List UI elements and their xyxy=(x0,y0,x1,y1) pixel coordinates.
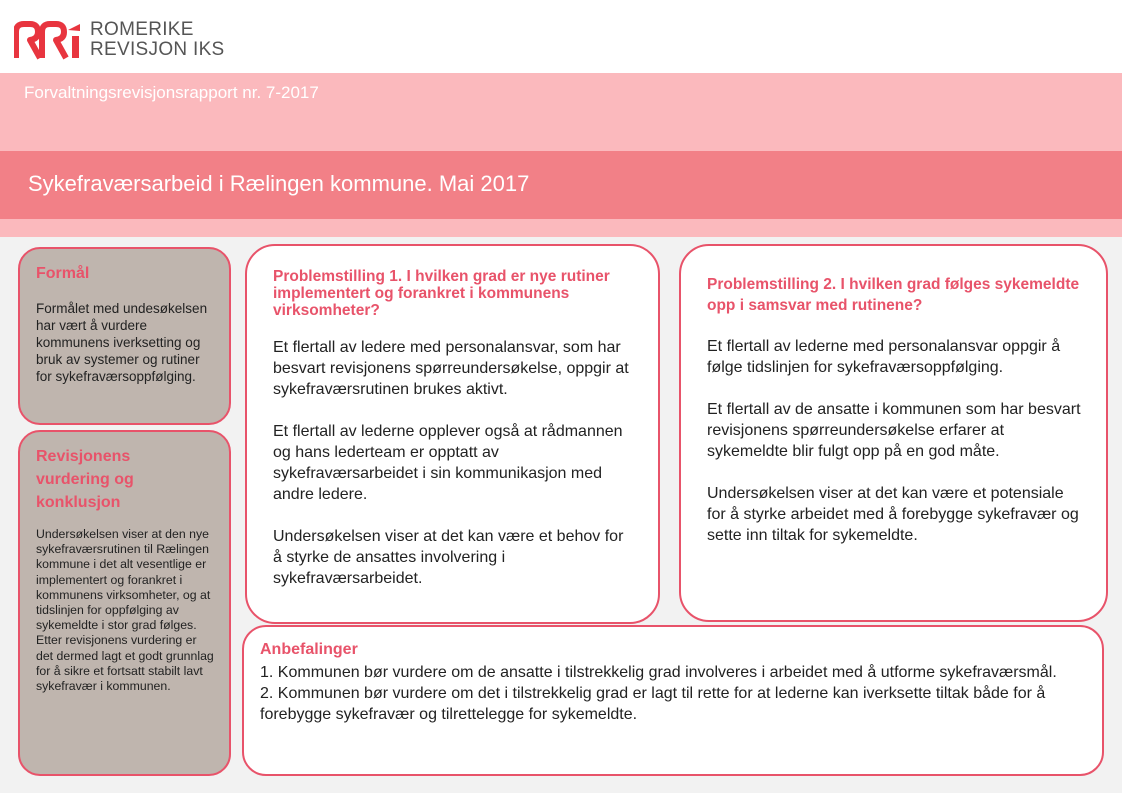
purpose-title: Formål xyxy=(36,265,90,282)
report-number: Forvaltningsrevisjonsrapport nr. 7-2017 xyxy=(24,83,319,102)
problem-2-title: Problemstilling 2. I hvilken grad følges sykemeldte opp i samsvar med rutinene? xyxy=(707,276,1080,314)
title-band-underline xyxy=(0,219,1122,237)
problem-1-paragraph-3: Undersøkelsen viser at det kan være et behov for å styrke de ansattes involvering i sykefraværsarbeidet. xyxy=(273,528,624,587)
recommendation-item-2: 2. Kommunen bør vurdere om det i tilstrekkelig grad er lagt til rette for at lederne kan iverksette tiltak både for å forebygge sykefravær og tilrettelegge for sykemeldte. xyxy=(260,685,1046,723)
problem-1-paragraph-2: Et flertall av lederne opplever også at rådmannen og hans lederteam er opptatt av sykefraværsarbeidet i sin kommunikasjon med andre ledere. xyxy=(273,423,623,503)
problem-2-paragraph-1: Et flertall av lederne med personalansvar oppgir å følge tidslinjen for sykefraværsoppfølging. xyxy=(707,338,1061,376)
conclusion-title: Revisjonens vurdering og konklusjon xyxy=(36,448,134,511)
conclusion-box xyxy=(18,430,231,776)
problem-1-body xyxy=(273,337,636,589)
organization-name xyxy=(90,20,225,60)
rri-logo xyxy=(14,20,84,60)
problem-1-box xyxy=(245,244,660,624)
problem-2-body xyxy=(707,336,1082,546)
problem-2-box xyxy=(679,244,1108,622)
recommendations-box xyxy=(242,625,1104,776)
org-name-line2: REVISJON IKS xyxy=(90,39,225,60)
report-title: Sykefraværsarbeid i Rælingen kommune. Mai 2017 xyxy=(28,171,530,196)
problem-2-paragraph-2: Et flertall av de ansatte i kommunen som har besvart revisjonens spørreundersøkelse erfarer at sykemeldte blir fulgt opp på en god måte. xyxy=(707,401,1081,460)
problem-2-paragraph-3: Undersøkelsen viser at det kan være et potensiale for å styrke arbeidet med å forebygge sykefravær og sette inn tiltak for sykemeldte. xyxy=(707,485,1079,544)
org-name-line1: ROMERIKE xyxy=(90,19,194,40)
purpose-text: Formålet med undesøkelsen har vært å vurdere kommunens iverksetting og bruk av systemer og rutiner for sykefraværsoppfølging. xyxy=(36,301,208,384)
problem-1-paragraph-1: Et flertall av ledere med personalansvar, som har besvart revisjonens spørreundersøkelse, oppgir at sykefraværsrutinen brukes aktivt. xyxy=(273,339,629,398)
recommendation-item-1: 1. Kommunen bør vurdere om de ansatte i tilstrekkelig grad involveres i arbeidet med å utforme sykefraværsmål. xyxy=(260,664,1057,681)
recommendations-list xyxy=(260,662,1086,725)
purpose-box xyxy=(18,247,231,425)
problem-1-title: Problemstilling 1. I hvilken grad er nye rutiner implementert og forankret i kommunens virksomheter? xyxy=(273,268,610,319)
recommendations-title: Anbefalinger xyxy=(260,641,358,658)
conclusion-text: Undersøkelsen viser at den nye sykefraværsrutinen til Rælingen kommune i det alt vesentlige er implementert og forankret i kommunens virksomheter, og at tidslinjen for oppfølging av sykemeldte i stor grad følges. Etter revisjonens vurdering er det dermed lagt et godt grunnlag for å sikre et fortsatt stabilt lavt sykefravær i kommunen. xyxy=(36,527,214,694)
